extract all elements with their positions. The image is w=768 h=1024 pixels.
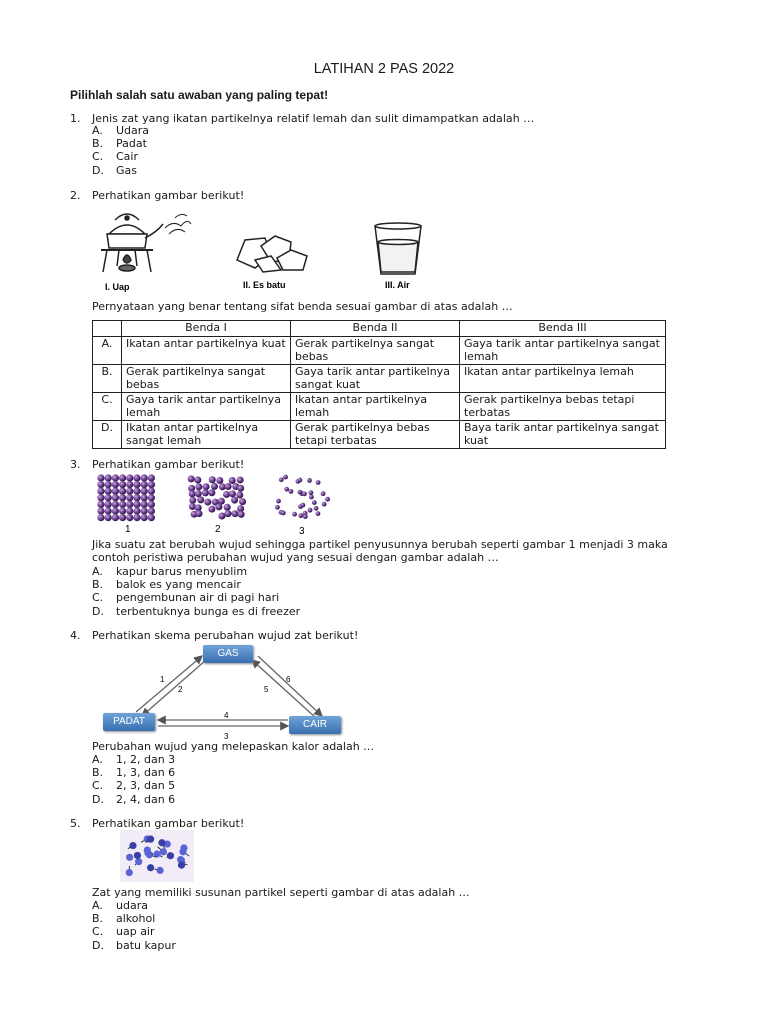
table-row[interactable]: [93, 365, 666, 393]
kettle-steam-image: [101, 214, 191, 272]
question-text: Perhatikan gambar berikut!: [92, 458, 245, 471]
option-c[interactable]: C. uap air: [92, 925, 155, 939]
states-of-matter-illustration: [95, 210, 445, 294]
table-cell: D.: [93, 421, 122, 449]
option-a[interactable]: A. kapur barus menyublim: [92, 565, 248, 578]
padat-box: PADAT: [103, 713, 155, 731]
option-d[interactable]: D. batu kapur: [92, 938, 176, 952]
question-text: Perhatikan skema perubahan wujud zat berikut!: [92, 629, 359, 642]
option-c[interactable]: C. pengembunan air di pagi hari: [92, 591, 280, 605]
table-row[interactable]: [93, 421, 666, 449]
ice-cubes-image: [237, 236, 307, 272]
option-a[interactable]: A. Udara: [92, 124, 150, 137]
question-5: [70, 817, 244, 830]
glass-of-water-image: [375, 223, 421, 274]
image-label-1: 1: [125, 524, 131, 535]
table-cell: C.: [93, 393, 122, 421]
option-a[interactable]: A. 1, 2, dan 3: [92, 753, 176, 766]
arrow-label-5: 5: [264, 685, 269, 694]
table-row[interactable]: [93, 393, 666, 421]
image-label-3: 3: [299, 526, 305, 536]
arrow-5: [252, 660, 316, 718]
table-header-cell: Benda III: [460, 321, 666, 337]
table-header-cell: Benda I: [122, 321, 291, 337]
option-d[interactable]: D. terbentuknya bunga es di freezer: [92, 604, 301, 618]
table-header-cell: Benda II: [291, 321, 460, 337]
arrow-label-2: 2: [178, 685, 183, 694]
cair-box: CAIR: [289, 716, 341, 734]
question-number: 3.: [70, 458, 81, 471]
question-number: 4.: [70, 629, 81, 642]
table-cell: Gaya tarik antar partikelnya lemah: [122, 393, 291, 421]
question-number: 5.: [70, 817, 81, 830]
option-b[interactable]: B. Padat: [92, 137, 147, 151]
question-text: Perhatikan gambar berikut!: [92, 817, 245, 830]
q2-statement: Pernyataan yang benar tentang sifat benda sesuai gambar di atas adalah …: [92, 300, 513, 313]
gas-box: GAS: [203, 645, 253, 663]
image-label-3: III. Air: [385, 280, 410, 290]
table-cell: A.: [93, 337, 122, 365]
option-b[interactable]: B. 1, 3, dan 6: [92, 766, 176, 780]
option-b[interactable]: B. alkohol: [92, 912, 156, 926]
question-3: [70, 458, 244, 471]
question-text: Perhatikan gambar berikut!: [92, 189, 245, 202]
table-cell: Gaya tarik antar partikelnya sangat lemah: [460, 337, 666, 365]
question-number: 2.: [70, 189, 81, 202]
arrow-label-1: 1: [160, 675, 165, 684]
particle-arrangement-illustration: [95, 472, 345, 536]
table-cell: Gerak partikelnya sangat bebas: [291, 337, 460, 365]
particle-cluster-image: [120, 830, 194, 882]
table-cell: B.: [93, 365, 122, 393]
table-header-cell: [93, 321, 122, 337]
image-label-2: 2: [215, 524, 221, 535]
table-header-row: [93, 321, 666, 337]
option-c[interactable]: C. Cair: [92, 150, 138, 164]
image-label-2: II. Es batu: [243, 280, 286, 290]
option-c[interactable]: C. 2, 3, dan 5: [92, 779, 176, 793]
table-cell: Gaya tarik antar partikelnya sangat kuat: [291, 365, 460, 393]
q5-statement: Zat yang memiliki susunan partikel seperti gambar di atas adalah …: [92, 886, 470, 899]
option-a[interactable]: A. udara: [92, 899, 148, 912]
arrow-label-3: 3: [224, 732, 229, 740]
particles-liquid-image: [188, 475, 246, 519]
question-text: Jenis zat yang ikatan partikelnya relatif lemah dan sulit dimampatkan adalah …: [92, 112, 535, 125]
arrow-label-6: 6: [286, 675, 291, 684]
particles-solid-image: [97, 474, 155, 521]
question-number: 1.: [70, 112, 81, 125]
image-label-1: I. Uap: [105, 282, 130, 292]
table-row[interactable]: [93, 337, 666, 365]
option-b[interactable]: B. balok es yang mencair: [92, 578, 241, 592]
option-d[interactable]: D. 2, 4, dan 6: [92, 792, 176, 806]
q1-options: [92, 124, 149, 177]
table-cell: Gerak partikelnya bebas tetapi terbatas: [291, 421, 460, 449]
q3-options: [92, 565, 300, 618]
q2-answer-table: [92, 320, 666, 449]
option-d[interactable]: D. Gas: [92, 163, 137, 177]
table-cell: Gerak partikelnya sangat bebas: [122, 365, 291, 393]
page-title: LATIHAN 2 PAS 2022: [313, 61, 455, 77]
arrow-2: [142, 660, 206, 716]
table-cell: Ikatan antar partikelnya kuat: [122, 337, 291, 365]
question-2: [70, 189, 244, 202]
particles-gas-image: [275, 475, 330, 519]
table-cell: Baya tarik antar partikelnya sangat kuat: [460, 421, 666, 449]
instruction: Pilihlah salah satu awaban yang paling tepat!: [70, 88, 329, 102]
table-cell: Ikatan antar partikelnya lemah: [460, 365, 666, 393]
q4-statement: Perubahan wujud yang melepaskan kalor adalah …: [92, 740, 375, 753]
q5-options: [92, 899, 176, 952]
arrow-label-4: 4: [224, 711, 229, 720]
table-cell: Ikatan antar partikelnya lemah: [291, 393, 460, 421]
table-cell: Gerak partikelnya bebas tetapi terbatas: [460, 393, 666, 421]
q4-options: [92, 753, 175, 806]
table-cell: Ikatan antar partikelnya sangat lemah: [122, 421, 291, 449]
q3-statement: Jika suatu zat berubah wujud sehingga partikel penyusunnya berubah seperti gambar 1 menjadi 3 maka contoh peristiwa perubahan wujud yang sesuai dengan gambar adalah …: [92, 538, 668, 564]
arrow-1: [136, 656, 202, 712]
